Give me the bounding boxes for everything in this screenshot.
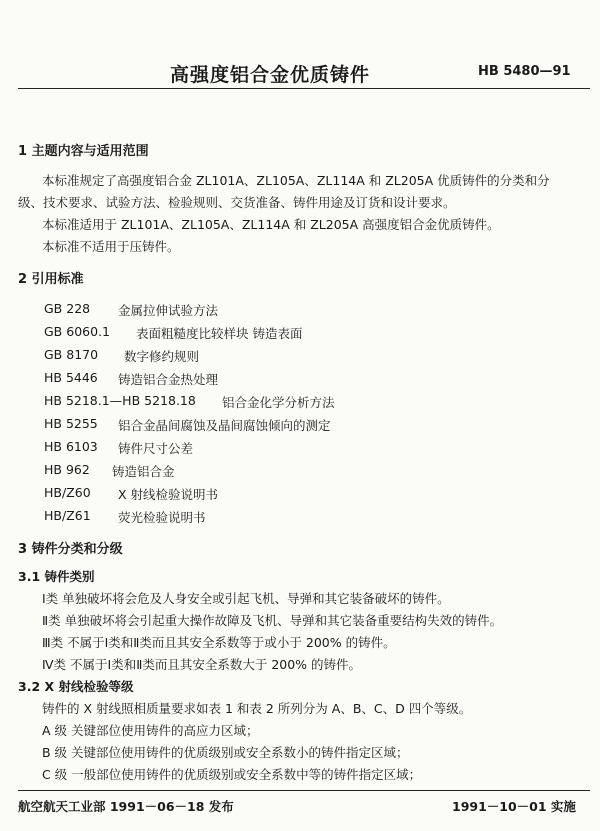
ref-title: 铸造铝合金热处理 [118, 372, 219, 387]
ref-title: 数字修约规则 [124, 349, 200, 364]
grade-line: A 级 关键部位使用铸件的高应力区域； [42, 723, 259, 738]
category-item: Ⅱ类 单独破坏将会引起重大操作故障及飞机、导弹和其它装备重要结构失效的铸件。 [42, 613, 503, 628]
section-1-para-4: 本标准不适用于压铸件。 [42, 239, 180, 254]
ref-title: X 射线检验说明书 [118, 487, 219, 502]
ref-title: 荧光检验说明书 [118, 510, 206, 525]
category-item: Ⅲ类 不属于Ⅰ类和Ⅱ类而且其安全系数等于或小于 200% 的铸件。 [42, 635, 396, 650]
ref-title: 铝合金化学分析方法 [222, 395, 335, 410]
document-title: 高强度铝合金优质铸件 [170, 64, 371, 86]
ref-code: HB 6103 [44, 439, 98, 454]
ref-code: HB 962 [44, 462, 90, 477]
ref-title: 铸造铝合金 [112, 464, 175, 479]
publish-date: 航空航天工业部 1991－06－18 发布 [18, 799, 234, 814]
section-1-para-2: 级、技术要求、试验方法、检验规则、交货准备、铸件用途及订货和设计要求。 [18, 195, 456, 210]
ref-code: HB/Z61 [44, 508, 91, 523]
section-2-heading: 2 引用标准 [18, 272, 84, 287]
section-3-1-heading: 3.1 铸件类别 [18, 569, 95, 584]
document-number: HB 5480—91 [478, 64, 571, 79]
ref-title: 铝合金晶间腐蚀及晶间腐蚀倾向的测定 [118, 418, 331, 433]
section-3-heading: 3 铸件分类和分级 [18, 542, 123, 557]
ref-title: 表面粗糙度比较样块 铸造表面 [136, 326, 303, 341]
section-3-2-heading: 3.2 X 射线检验等级 [18, 679, 134, 694]
category-item: Ⅰ类 单独破坏将会危及人身安全或引起飞机、导弹和其它装备破坏的铸件。 [42, 591, 450, 606]
ref-code: HB 5446 [44, 370, 98, 385]
grade-line: 铸件的 X 射线照相质量要求如表 1 和表 2 所列分为 A、B、C、D 四个等级。 [42, 701, 472, 716]
ref-code: GB 228 [44, 301, 91, 316]
header-rule [18, 88, 590, 89]
ref-code: HB/Z60 [44, 485, 91, 500]
footer-rule [18, 790, 590, 791]
section-1-para-3: 本标准适用于 ZL101A、ZL105A、ZL114A 和 ZL205A 高强度铝合金优质铸件。 [42, 217, 500, 232]
section-1-para-1: 本标准规定了高强度铝合金 ZL101A、ZL105A、ZL114A 和 ZL205A 优质铸件的分类和分 [42, 173, 550, 188]
ref-code: HB 5255 [44, 416, 98, 431]
grade-line: C 级 一般部位使用铸件的优质级别或安全系数中等的铸件指定区域； [42, 767, 422, 782]
ref-title: 金属拉伸试验方法 [118, 303, 219, 318]
ref-code: HB 5218.1—HB 5218.18 [44, 393, 196, 408]
section-1-heading: 1 主题内容与适用范围 [18, 144, 149, 159]
category-item: Ⅳ类 不属于Ⅰ类和Ⅱ类而且其安全系数大于 200% 的铸件。 [42, 657, 362, 672]
grade-line: B 级 关键部位使用铸件的优质级别或安全系数小的铸件指定区域； [42, 745, 409, 760]
ref-code: GB 6060.1 [44, 324, 110, 339]
ref-code: GB 8170 [44, 347, 99, 362]
ref-title: 铸件尺寸公差 [118, 441, 194, 456]
implement-date: 1991－10－01 实施 [452, 799, 576, 814]
